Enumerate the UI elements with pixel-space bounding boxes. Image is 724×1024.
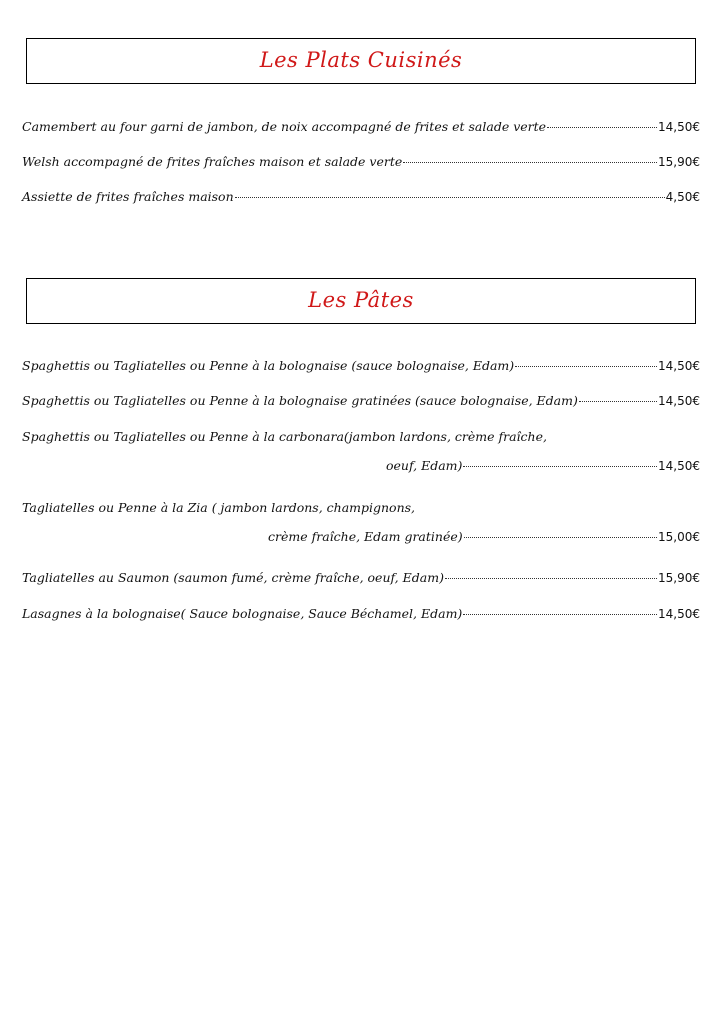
- dot-leader: [547, 127, 657, 128]
- menu-item-price: 15,00€: [658, 530, 700, 544]
- menu-item-price: 15,90€: [658, 155, 700, 169]
- section-title-plats: Les Plats Cuisinés: [259, 48, 463, 72]
- menu-item-price: 14,50€: [658, 459, 700, 473]
- dot-leader: [464, 537, 657, 538]
- menu-item: [22, 570, 700, 585]
- menu-item: [22, 393, 700, 408]
- section-title-pates: Les Pâtes: [308, 288, 414, 312]
- menu-item: [22, 429, 700, 473]
- menu-item-name: Lasagnes à la bolognaise( Sauce bolognaise, Sauce Béchamel, Edam): [22, 606, 463, 621]
- menu-item-name-continued: crème fraîche, Edam gratinée): [268, 529, 463, 544]
- dot-leader: [579, 401, 657, 402]
- menu-item-price: 14,50€: [658, 607, 700, 621]
- menu-item-name: Spaghettis ou Tagliatelles ou Penne à la bolognaise gratinées (sauce bolognaise, Edam): [22, 393, 578, 408]
- dot-leader: [403, 162, 657, 163]
- menu-item: [22, 154, 700, 169]
- menu-item-price: 4,50€: [665, 190, 700, 204]
- menu-item-name: Spaghettis ou Tagliatelles ou Penne à la bolognaise (sauce bolognaise, Edam): [22, 358, 515, 373]
- menu-item: [22, 606, 700, 621]
- menu-item-name: Spaghettis ou Tagliatelles ou Penne à la carbonara(jambon lardons, crème fraîche,: [22, 429, 547, 444]
- menu-item-name-continued: oeuf, Edam): [386, 458, 463, 473]
- menu-item-name: Tagliatelles au Saumon (saumon fumé, crème fraîche, oeuf, Edam): [22, 570, 444, 585]
- menu-item-price: 14,50€: [658, 120, 700, 134]
- dot-leader: [235, 197, 665, 198]
- menu-item: [22, 358, 700, 373]
- menu-item: [22, 119, 700, 134]
- section-title-box-pates: [26, 278, 696, 324]
- dot-leader: [515, 366, 657, 367]
- menu-item-name: Tagliatelles ou Penne à la Zia ( jambon lardons, champignons,: [22, 500, 416, 515]
- menu-item: [22, 500, 700, 544]
- menu-item-price: 14,50€: [658, 394, 700, 408]
- menu-item-name: Camembert au four garni de jambon, de noix accompagné de frites et salade verte: [22, 119, 547, 134]
- menu-item-price: 14,50€: [658, 359, 700, 373]
- dot-leader: [463, 466, 657, 467]
- menu-item-name: Welsh accompagné de frites fraîches maison et salade verte: [22, 154, 403, 169]
- menu-item-name: Assiette de frites fraîches maison: [22, 189, 234, 204]
- section-title-box-plats: [26, 38, 696, 84]
- menu-item: [22, 189, 700, 204]
- menu-item-price: 15,90€: [658, 571, 700, 585]
- dot-leader: [463, 614, 657, 615]
- dot-leader: [445, 578, 657, 579]
